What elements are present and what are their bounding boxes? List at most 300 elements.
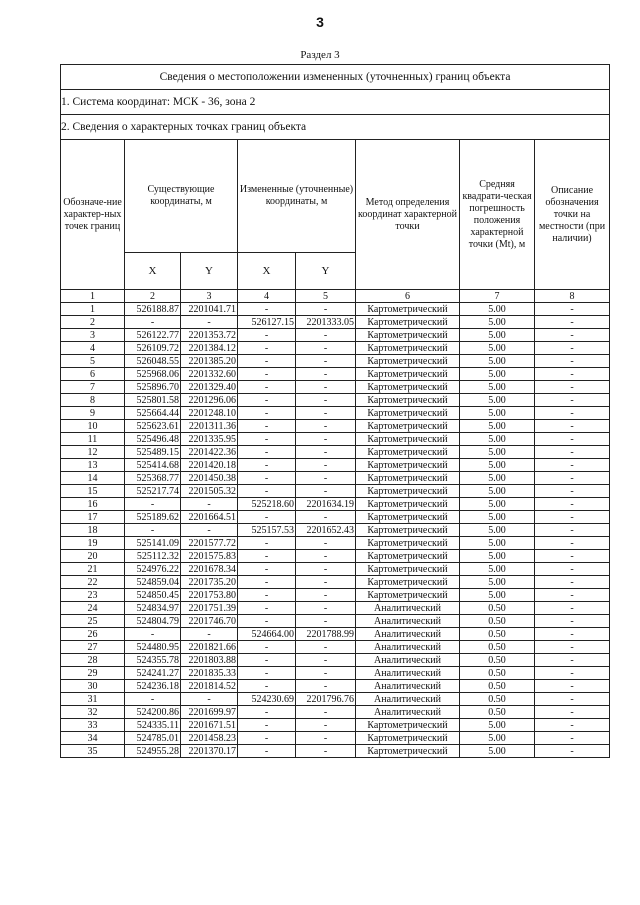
existing-x-cell: 524834.97 xyxy=(125,602,181,615)
description-cell: - xyxy=(535,745,610,758)
existing-y-cell: 2201735.20 xyxy=(181,576,238,589)
changed-x-cell: - xyxy=(238,680,296,693)
point-number-cell: 23 xyxy=(61,589,125,602)
description-cell: - xyxy=(535,537,610,550)
changed-x-cell: 524230.69 xyxy=(238,693,296,706)
points-heading: 2. Сведения о характерных точках границ объекта xyxy=(61,115,610,140)
error-cell: 5.00 xyxy=(460,407,535,420)
existing-y-cell: - xyxy=(181,628,238,641)
description-cell: - xyxy=(535,732,610,745)
existing-x-cell: 524236.18 xyxy=(125,680,181,693)
method-cell: Аналитический xyxy=(356,628,460,641)
changed-y-cell: 2201634.19 xyxy=(296,498,356,511)
method-cell: Аналитический xyxy=(356,706,460,719)
method-cell: Картометрический xyxy=(356,316,460,329)
method-cell: Картометрический xyxy=(356,719,460,732)
table-row xyxy=(61,485,610,498)
method-cell: Аналитический xyxy=(356,641,460,654)
changed-x-cell: - xyxy=(238,381,296,394)
point-number-cell: 32 xyxy=(61,706,125,719)
existing-y-cell: 2201385.20 xyxy=(181,355,238,368)
coord-system: 1. Система координат: МСК - 36, зона 2 xyxy=(61,90,610,115)
error-cell: 5.00 xyxy=(460,420,535,433)
description-cell: - xyxy=(535,706,610,719)
changed-y-cell: - xyxy=(296,329,356,342)
existing-x-cell: 526188.87 xyxy=(125,303,181,316)
existing-x-cell: 525368.77 xyxy=(125,472,181,485)
changed-y-cell: - xyxy=(296,615,356,628)
existing-x-cell: 524335.11 xyxy=(125,719,181,732)
existing-x-cell: 524804.79 xyxy=(125,615,181,628)
error-cell: 5.00 xyxy=(460,745,535,758)
description-cell: - xyxy=(535,615,610,628)
method-cell: Картометрический xyxy=(356,537,460,550)
changed-y-cell: - xyxy=(296,446,356,459)
point-number-cell: 16 xyxy=(61,498,125,511)
description-cell: - xyxy=(535,602,610,615)
changed-y-cell: - xyxy=(296,381,356,394)
changed-y-cell: - xyxy=(296,355,356,368)
existing-x-cell: 525968.06 xyxy=(125,368,181,381)
existing-y-cell: - xyxy=(181,316,238,329)
description-cell: - xyxy=(535,485,610,498)
error-cell: 0.50 xyxy=(460,641,535,654)
existing-y-cell: 2201296.06 xyxy=(181,394,238,407)
error-cell: 5.00 xyxy=(460,303,535,316)
existing-y-cell: 2201814.52 xyxy=(181,680,238,693)
existing-x-cell: 525664.44 xyxy=(125,407,181,420)
point-number-cell: 8 xyxy=(61,394,125,407)
col-header-existing-y: Y xyxy=(181,253,238,290)
table-row xyxy=(61,316,610,329)
method-cell: Картометрический xyxy=(356,511,460,524)
col-header-changed: Измененные (уточненные) координаты, м xyxy=(238,140,356,253)
existing-y-cell: 2201575.83 xyxy=(181,550,238,563)
changed-x-cell: - xyxy=(238,576,296,589)
col-header-description: Описание обозначения точки на местности (при наличии) xyxy=(535,140,610,290)
point-number-cell: 26 xyxy=(61,628,125,641)
changed-x-cell: - xyxy=(238,706,296,719)
table-row xyxy=(61,368,610,381)
description-cell: - xyxy=(535,342,610,355)
method-cell: Картометрический xyxy=(356,472,460,485)
existing-y-cell: 2201803.88 xyxy=(181,654,238,667)
existing-x-cell: - xyxy=(125,628,181,641)
column-number: 1 xyxy=(61,290,125,303)
error-cell: 5.00 xyxy=(460,537,535,550)
method-cell: Аналитический xyxy=(356,680,460,693)
changed-y-cell: - xyxy=(296,537,356,550)
existing-y-cell: 2201329.40 xyxy=(181,381,238,394)
method-cell: Картометрический xyxy=(356,381,460,394)
point-number-cell: 27 xyxy=(61,641,125,654)
table-row xyxy=(61,706,610,719)
method-cell: Картометрический xyxy=(356,589,460,602)
table-row xyxy=(61,329,610,342)
table-row xyxy=(61,563,610,576)
description-cell: - xyxy=(535,368,610,381)
point-number-cell: 17 xyxy=(61,511,125,524)
point-number-cell: 13 xyxy=(61,459,125,472)
description-cell: - xyxy=(535,433,610,446)
changed-x-cell: - xyxy=(238,433,296,446)
changed-y-cell: - xyxy=(296,576,356,589)
col-header-changed-y: Y xyxy=(296,253,356,290)
point-number-cell: 29 xyxy=(61,667,125,680)
existing-y-cell: 2201458.23 xyxy=(181,732,238,745)
description-cell: - xyxy=(535,550,610,563)
changed-x-cell: - xyxy=(238,407,296,420)
description-cell: - xyxy=(535,524,610,537)
point-number-cell: 15 xyxy=(61,485,125,498)
changed-y-cell: - xyxy=(296,511,356,524)
table-row xyxy=(61,654,610,667)
error-cell: 5.00 xyxy=(460,394,535,407)
existing-x-cell: 524785.01 xyxy=(125,732,181,745)
error-cell: 0.50 xyxy=(460,667,535,680)
method-cell: Картометрический xyxy=(356,407,460,420)
description-cell: - xyxy=(535,589,610,602)
table-row xyxy=(61,628,610,641)
existing-y-cell: 2201821.66 xyxy=(181,641,238,654)
method-cell: Картометрический xyxy=(356,576,460,589)
description-cell: - xyxy=(535,381,610,394)
method-cell: Картометрический xyxy=(356,459,460,472)
existing-y-cell: 2201332.60 xyxy=(181,368,238,381)
method-cell: Картометрический xyxy=(356,420,460,433)
existing-y-cell: 2201384.12 xyxy=(181,342,238,355)
changed-x-cell: - xyxy=(238,732,296,745)
table-title: Сведения о местоположении измененных (уточненных) границ объекта xyxy=(61,65,610,90)
changed-y-cell: - xyxy=(296,485,356,498)
existing-y-cell: 2201041.71 xyxy=(181,303,238,316)
existing-y-cell: 2201353.72 xyxy=(181,329,238,342)
description-cell: - xyxy=(535,667,610,680)
changed-x-cell: - xyxy=(238,654,296,667)
changed-x-cell: 526127.15 xyxy=(238,316,296,329)
error-cell: 5.00 xyxy=(460,550,535,563)
point-number-cell: 7 xyxy=(61,381,125,394)
method-cell: Аналитический xyxy=(356,615,460,628)
table-row xyxy=(61,511,610,524)
method-cell: Картометрический xyxy=(356,368,460,381)
existing-x-cell: 525896.70 xyxy=(125,381,181,394)
description-cell: - xyxy=(535,641,610,654)
boundary-points-table xyxy=(60,64,610,758)
error-cell: 5.00 xyxy=(460,511,535,524)
method-cell: Аналитический xyxy=(356,602,460,615)
point-number-cell: 25 xyxy=(61,615,125,628)
changed-y-cell: - xyxy=(296,706,356,719)
existing-x-cell: 525217.74 xyxy=(125,485,181,498)
existing-y-cell: 2201671.51 xyxy=(181,719,238,732)
description-cell: - xyxy=(535,680,610,693)
method-cell: Картометрический xyxy=(356,563,460,576)
description-cell: - xyxy=(535,420,610,433)
col-header-existing-x: X xyxy=(125,253,181,290)
error-cell: 5.00 xyxy=(460,576,535,589)
changed-y-cell: - xyxy=(296,732,356,745)
existing-y-cell: 2201450.38 xyxy=(181,472,238,485)
method-cell: Картометрический xyxy=(356,485,460,498)
method-cell: Картометрический xyxy=(356,329,460,342)
changed-y-cell: - xyxy=(296,680,356,693)
method-cell: Картометрический xyxy=(356,550,460,563)
changed-y-cell: - xyxy=(296,602,356,615)
changed-x-cell: - xyxy=(238,563,296,576)
changed-x-cell: 524664.00 xyxy=(238,628,296,641)
existing-x-cell: 526109.72 xyxy=(125,342,181,355)
point-number-cell: 30 xyxy=(61,680,125,693)
changed-x-cell: - xyxy=(238,745,296,758)
point-number-cell: 18 xyxy=(61,524,125,537)
changed-y-cell: 2201788.99 xyxy=(296,628,356,641)
method-cell: Аналитический xyxy=(356,693,460,706)
existing-y-cell: 2201835.33 xyxy=(181,667,238,680)
description-cell: - xyxy=(535,628,610,641)
changed-x-cell: - xyxy=(238,368,296,381)
method-cell: Картометрический xyxy=(356,446,460,459)
point-number-cell: 33 xyxy=(61,719,125,732)
method-cell: Картометрический xyxy=(356,355,460,368)
description-cell: - xyxy=(535,394,610,407)
col-header-error: Средняя квадрати-ческая погрешность положения характерной точки (Mt), м xyxy=(460,140,535,290)
existing-y-cell: - xyxy=(181,693,238,706)
changed-x-cell: - xyxy=(238,589,296,602)
table-row xyxy=(61,732,610,745)
point-number-cell: 20 xyxy=(61,550,125,563)
method-cell: Картометрический xyxy=(356,394,460,407)
error-cell: 5.00 xyxy=(460,498,535,511)
point-number-cell: 5 xyxy=(61,355,125,368)
existing-y-cell: 2201678.34 xyxy=(181,563,238,576)
existing-x-cell: 526122.77 xyxy=(125,329,181,342)
changed-x-cell: - xyxy=(238,485,296,498)
existing-x-cell: 525623.61 xyxy=(125,420,181,433)
point-number-cell: 22 xyxy=(61,576,125,589)
existing-x-cell: - xyxy=(125,316,181,329)
method-cell: Картометрический xyxy=(356,732,460,745)
table-row xyxy=(61,381,610,394)
changed-y-cell: - xyxy=(296,745,356,758)
error-cell: 5.00 xyxy=(460,524,535,537)
existing-y-cell: 2201422.36 xyxy=(181,446,238,459)
existing-x-cell: - xyxy=(125,693,181,706)
changed-x-cell: - xyxy=(238,615,296,628)
existing-x-cell: 525496.48 xyxy=(125,433,181,446)
description-cell: - xyxy=(535,472,610,485)
description-cell: - xyxy=(535,446,610,459)
changed-x-cell: - xyxy=(238,719,296,732)
existing-y-cell: 2201505.32 xyxy=(181,485,238,498)
description-cell: - xyxy=(535,316,610,329)
changed-x-cell: - xyxy=(238,394,296,407)
changed-y-cell: - xyxy=(296,394,356,407)
changed-y-cell: - xyxy=(296,654,356,667)
error-cell: 5.00 xyxy=(460,355,535,368)
changed-y-cell: - xyxy=(296,563,356,576)
error-cell: 5.00 xyxy=(460,433,535,446)
error-cell: 0.50 xyxy=(460,615,535,628)
existing-y-cell: - xyxy=(181,524,238,537)
changed-x-cell: - xyxy=(238,459,296,472)
existing-y-cell: 2201699.97 xyxy=(181,706,238,719)
method-cell: Картометрический xyxy=(356,303,460,316)
point-number-cell: 31 xyxy=(61,693,125,706)
existing-y-cell: 2201746.70 xyxy=(181,615,238,628)
changed-x-cell: - xyxy=(238,303,296,316)
existing-x-cell: 525141.09 xyxy=(125,537,181,550)
col-header-changed-x: X xyxy=(238,253,296,290)
method-cell: Аналитический xyxy=(356,667,460,680)
method-cell: Картометрический xyxy=(356,433,460,446)
changed-y-cell: 2201796.76 xyxy=(296,693,356,706)
existing-y-cell: 2201751.39 xyxy=(181,602,238,615)
existing-x-cell: 525189.62 xyxy=(125,511,181,524)
changed-y-cell: - xyxy=(296,407,356,420)
table-row xyxy=(61,719,610,732)
table-row xyxy=(61,693,610,706)
changed-x-cell: - xyxy=(238,511,296,524)
column-number: 3 xyxy=(181,290,238,303)
changed-x-cell: 525218.60 xyxy=(238,498,296,511)
table-row xyxy=(61,407,610,420)
existing-y-cell: 2201335.95 xyxy=(181,433,238,446)
error-cell: 5.00 xyxy=(460,485,535,498)
description-cell: - xyxy=(535,563,610,576)
point-number-cell: 24 xyxy=(61,602,125,615)
changed-y-cell: - xyxy=(296,342,356,355)
existing-x-cell: 524355.78 xyxy=(125,654,181,667)
error-cell: 5.00 xyxy=(460,459,535,472)
method-cell: Картометрический xyxy=(356,524,460,537)
changed-x-cell: - xyxy=(238,342,296,355)
changed-y-cell: 2201333.05 xyxy=(296,316,356,329)
description-cell: - xyxy=(535,498,610,511)
error-cell: 5.00 xyxy=(460,329,535,342)
point-number-cell: 3 xyxy=(61,329,125,342)
changed-x-cell: - xyxy=(238,602,296,615)
column-number: 4 xyxy=(238,290,296,303)
changed-y-cell: - xyxy=(296,719,356,732)
existing-x-cell: 524200.86 xyxy=(125,706,181,719)
table-row xyxy=(61,680,610,693)
changed-y-cell: - xyxy=(296,459,356,472)
error-cell: 0.50 xyxy=(460,628,535,641)
existing-x-cell: 526048.55 xyxy=(125,355,181,368)
changed-y-cell: - xyxy=(296,433,356,446)
existing-x-cell: 524480.95 xyxy=(125,641,181,654)
existing-y-cell: 2201577.72 xyxy=(181,537,238,550)
error-cell: 5.00 xyxy=(460,381,535,394)
table-row xyxy=(61,576,610,589)
column-number: 8 xyxy=(535,290,610,303)
existing-x-cell: - xyxy=(125,524,181,537)
existing-y-cell: 2201370.17 xyxy=(181,745,238,758)
changed-y-cell: - xyxy=(296,589,356,602)
table-row xyxy=(61,433,610,446)
changed-x-cell: - xyxy=(238,446,296,459)
table-row xyxy=(61,615,610,628)
error-cell: 5.00 xyxy=(460,563,535,576)
method-cell: Аналитический xyxy=(356,654,460,667)
table-row xyxy=(61,459,610,472)
error-cell: 5.00 xyxy=(460,589,535,602)
changed-y-cell: - xyxy=(296,368,356,381)
changed-y-cell: - xyxy=(296,303,356,316)
page-number: 3 xyxy=(316,14,324,30)
point-number-cell: 35 xyxy=(61,745,125,758)
table-row xyxy=(61,602,610,615)
method-cell: Картометрический xyxy=(356,498,460,511)
table-row xyxy=(61,745,610,758)
error-cell: 0.50 xyxy=(460,654,535,667)
point-number-cell: 10 xyxy=(61,420,125,433)
existing-x-cell: 525489.15 xyxy=(125,446,181,459)
point-number-cell: 9 xyxy=(61,407,125,420)
changed-x-cell: - xyxy=(238,420,296,433)
existing-y-cell: 2201753.80 xyxy=(181,589,238,602)
description-cell: - xyxy=(535,355,610,368)
changed-y-cell: - xyxy=(296,472,356,485)
point-number-cell: 34 xyxy=(61,732,125,745)
column-number: 7 xyxy=(460,290,535,303)
table-row xyxy=(61,498,610,511)
description-cell: - xyxy=(535,576,610,589)
error-cell: 5.00 xyxy=(460,732,535,745)
error-cell: 5.00 xyxy=(460,719,535,732)
changed-x-cell: - xyxy=(238,472,296,485)
changed-x-cell: - xyxy=(238,550,296,563)
table-row xyxy=(61,589,610,602)
col-header-designation: Обозначе-ние характер-ных точек границ xyxy=(61,140,125,290)
point-number-cell: 11 xyxy=(61,433,125,446)
point-number-cell: 1 xyxy=(61,303,125,316)
error-cell: 0.50 xyxy=(460,680,535,693)
table-body xyxy=(61,303,610,758)
point-number-cell: 4 xyxy=(61,342,125,355)
table-row xyxy=(61,524,610,537)
existing-x-cell: 524850.45 xyxy=(125,589,181,602)
error-cell: 0.50 xyxy=(460,693,535,706)
table-row xyxy=(61,641,610,654)
existing-x-cell: 524241.27 xyxy=(125,667,181,680)
existing-y-cell: 2201664.51 xyxy=(181,511,238,524)
description-cell: - xyxy=(535,511,610,524)
existing-x-cell: 525801.58 xyxy=(125,394,181,407)
error-cell: 5.00 xyxy=(460,342,535,355)
table-row xyxy=(61,472,610,485)
error-cell: 5.00 xyxy=(460,446,535,459)
column-number: 5 xyxy=(296,290,356,303)
table-row xyxy=(61,303,610,316)
column-number: 6 xyxy=(356,290,460,303)
table-row xyxy=(61,342,610,355)
point-number-cell: 2 xyxy=(61,316,125,329)
changed-y-cell: - xyxy=(296,641,356,654)
col-header-method: Метод определения координат характерной точки xyxy=(356,140,460,290)
table-row xyxy=(61,550,610,563)
table-row xyxy=(61,537,610,550)
changed-x-cell: - xyxy=(238,329,296,342)
point-number-cell: 14 xyxy=(61,472,125,485)
description-cell: - xyxy=(535,303,610,316)
changed-y-cell: - xyxy=(296,550,356,563)
error-cell: 0.50 xyxy=(460,602,535,615)
description-cell: - xyxy=(535,459,610,472)
existing-y-cell: 2201248.10 xyxy=(181,407,238,420)
existing-x-cell: 525414.68 xyxy=(125,459,181,472)
